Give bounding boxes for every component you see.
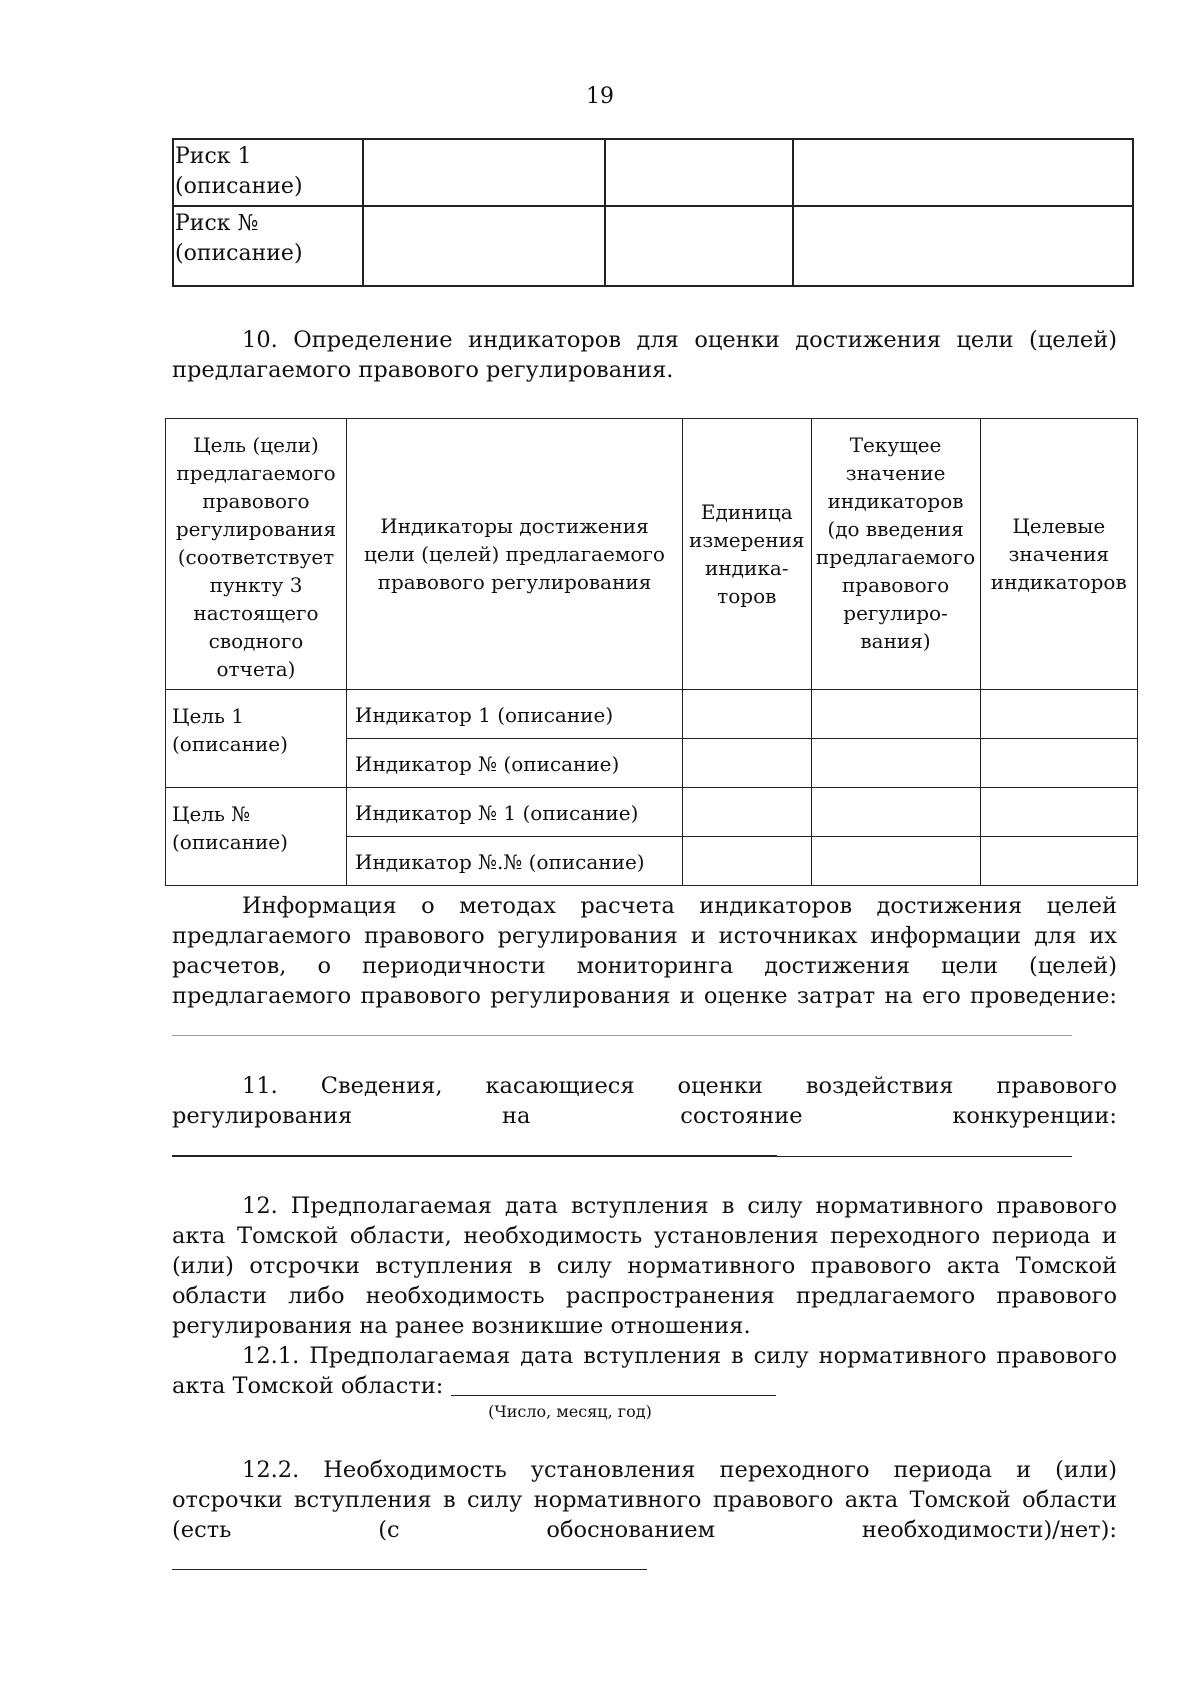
table-row bbox=[166, 690, 1138, 739]
risk-table bbox=[172, 138, 1134, 287]
goal-n-indicator-1-current bbox=[811, 788, 980, 837]
risk-1-title: Риск 1 bbox=[175, 144, 252, 169]
competition-continuation-line[interactable] bbox=[172, 1156, 1072, 1157]
section-10-text: 10. Определение индикаторов для оценки достижения цели (целей) предлагаемого правового регулирования. bbox=[172, 327, 1117, 383]
goal-1-indicator-n-target bbox=[980, 739, 1137, 788]
risk-n-col3 bbox=[605, 206, 793, 286]
info-continuation-line[interactable] bbox=[172, 1035, 1072, 1036]
info-paragraph bbox=[172, 891, 1117, 1041]
section-10-heading bbox=[172, 325, 1117, 385]
goal-n-indicator-n: Индикатор №.№ (описание) bbox=[347, 837, 683, 886]
risk-1-col2 bbox=[363, 139, 605, 206]
page-number: 19 bbox=[586, 84, 614, 109]
risk-1-col4 bbox=[793, 139, 1133, 206]
goal-n-indicator-1: Индикатор № 1 (описание) bbox=[347, 788, 683, 837]
goal-1-indicator-n: Индикатор № (описание) bbox=[347, 739, 683, 788]
goal-1-indicator-1-current bbox=[811, 690, 980, 739]
header-indicators: Индикаторы достижения цели (целей) предлагаемого правового регулирования bbox=[347, 419, 683, 690]
section-12-2 bbox=[172, 1455, 1117, 1575]
risk-n-col4 bbox=[793, 206, 1133, 286]
risk-n-title: Риск № bbox=[175, 211, 259, 236]
goal-1-indicator-n-unit bbox=[683, 739, 812, 788]
section-12-2-text: 12.2. Необходимость установления переходного периода и (или) отсрочки вступления в силу нормативного правового акта Томской области (есть (с обоснованием необходимости)/нет): bbox=[172, 1457, 1117, 1543]
header-goal: Цель (цели) предлагаемого правового регулирования (соответствует пункту 3 настоящего сводного отчета) bbox=[166, 419, 347, 690]
date-blank-line[interactable] bbox=[451, 1373, 776, 1396]
info-paragraph-text: Информация о методах расчета индикаторов достижения целей предлагаемого правового регулирования и источниках информации для их расчетов, о периодичности мониторинга достижения цели (целей) предлагаемого правового регулирования и оценке затрат на его проведение: bbox=[172, 893, 1117, 1009]
goal-n-indicator-1-unit bbox=[683, 788, 812, 837]
header-current: Текущее значение индикаторов (до введения предлагаемого правового регулиро-вания) bbox=[811, 419, 980, 690]
goal-n-indicator-n-unit bbox=[683, 837, 812, 886]
risk-1-col3 bbox=[605, 139, 793, 206]
date-caption: (Число, месяц, год) bbox=[488, 1402, 652, 1421]
goal-1-indicator-1-unit bbox=[683, 690, 812, 739]
info-blank-line[interactable] bbox=[172, 1013, 394, 1036]
header-unit: Единица измерения индика-торов bbox=[683, 419, 812, 690]
risk-n-desc: (описание) bbox=[175, 241, 303, 266]
goal-n-indicator-n-target bbox=[980, 837, 1137, 886]
risk-n-col2 bbox=[363, 206, 605, 286]
section-12-1-text: 12.1. Предполагаемая дата вступления в силу нормативного правового акта Томской области: bbox=[172, 1343, 1117, 1399]
table-row bbox=[166, 788, 1138, 837]
goal-1-indicator-1: Индикатор 1 (описание) bbox=[347, 690, 683, 739]
goal-n-cell: Цель № (описание) bbox=[166, 788, 347, 886]
header-target: Целевые значения индикаторов bbox=[980, 419, 1137, 690]
indicator-table bbox=[165, 418, 1138, 886]
transition-blank-line[interactable] bbox=[172, 1547, 647, 1570]
section-11 bbox=[172, 1071, 1117, 1161]
goal-1-cell: Цель 1 (описание) bbox=[166, 690, 347, 788]
goal-n-indicator-n-current bbox=[811, 837, 980, 886]
table-row bbox=[173, 206, 1133, 286]
section-11-text: 11. Сведения, касающиеся оценки воздействия правового регулирования на состояние конкуренции: bbox=[172, 1073, 1117, 1129]
goal-1-indicator-1-target bbox=[980, 690, 1137, 739]
table-header-row bbox=[166, 419, 1138, 690]
section-12 bbox=[172, 1191, 1117, 1341]
goal-1-indicator-n-current bbox=[811, 739, 980, 788]
section-12-1 bbox=[172, 1341, 1117, 1401]
risk-1-desc: (описание) bbox=[175, 174, 303, 199]
risk-n-cell bbox=[173, 206, 363, 286]
risk-1-cell bbox=[173, 139, 363, 206]
goal-n-indicator-1-target bbox=[980, 788, 1137, 837]
table-row bbox=[173, 139, 1133, 206]
section-12-text: 12. Предполагаемая дата вступления в силу нормативного правового акта Томской области, необходимость установления переходного периода и (или) отсрочки вступления в силу нормативного правового акта Томской области либо необходимость распространения предлагаемого правового регулирования на ранее возникшие отношения. bbox=[172, 1193, 1117, 1339]
competition-blank-line[interactable] bbox=[172, 1133, 777, 1156]
